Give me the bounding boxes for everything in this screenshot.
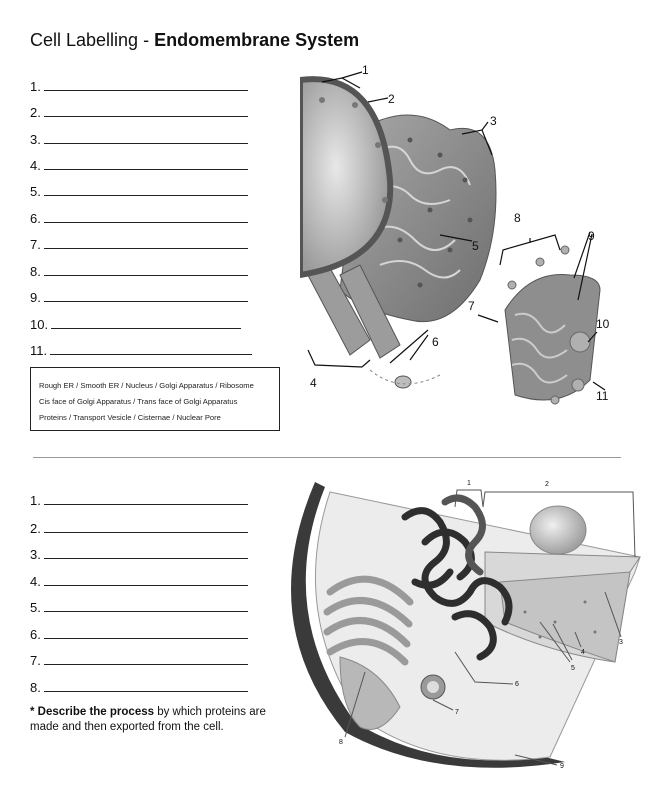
diagram2-label-3: 3 xyxy=(619,639,623,646)
diagram1-label-9: 9 xyxy=(588,229,595,243)
answer-line[interactable]: 2. xyxy=(30,520,248,536)
diagram1-label-2: 2 xyxy=(388,92,395,106)
title-bold: Endomembrane System xyxy=(154,30,360,50)
describe-prompt xyxy=(30,705,275,735)
diagram1-label-7: 7 xyxy=(468,299,475,313)
diagram2-label-5: 5 xyxy=(571,665,575,672)
answer-line[interactable]: 10. xyxy=(30,316,241,332)
diagram1-label-8: 8 xyxy=(514,211,521,225)
diagram2-label-1: 1 xyxy=(467,480,471,487)
word-bank-line: Rough ER / Smooth ER / Nucleus / Golgi Apparatus / Ribosome xyxy=(39,381,254,390)
answer-line[interactable]: 3. xyxy=(30,546,248,562)
answer-line[interactable]: 5. xyxy=(30,599,248,615)
diagram2-label-6: 6 xyxy=(515,681,519,688)
answer-line[interactable]: 1. xyxy=(30,78,248,94)
diagram2-label-4: 4 xyxy=(581,649,585,656)
answer-line[interactable]: 7. xyxy=(30,652,248,668)
answer-line[interactable]: 8. xyxy=(30,263,248,279)
diagram2-label-7: 7 xyxy=(455,709,459,716)
transport-vesicle-shape xyxy=(395,376,411,388)
section-divider xyxy=(33,457,621,458)
endomembrane-diagram-1 xyxy=(300,60,640,405)
word-bank xyxy=(30,367,280,431)
answer-line[interactable]: 3. xyxy=(30,131,248,147)
answer-line[interactable]: 11. xyxy=(30,342,252,358)
diagram2-label-9: 9 xyxy=(560,763,564,770)
page-title xyxy=(30,30,359,51)
describe-prompt-rest: by which proteins are made and then exported from the cell. xyxy=(30,706,266,733)
answer-line[interactable]: 9. xyxy=(30,289,248,305)
diagram1-label-11: 11 xyxy=(596,389,609,403)
diagram2-label-2: 2 xyxy=(545,481,549,488)
word-bank-line: Proteins / Transport Vesicle / Cisternae / Nuclear Pore xyxy=(39,413,221,422)
describe-prompt-bold: * Describe the process xyxy=(30,706,155,718)
answer-line[interactable]: 4. xyxy=(30,157,248,173)
diagram1-label-10: 10 xyxy=(596,317,610,331)
diagram1-label-3: 3 xyxy=(490,114,497,128)
answer-line[interactable]: 1. xyxy=(30,492,248,508)
diagram1-label-5: 5 xyxy=(472,239,479,253)
nucleolus-shape xyxy=(530,506,586,554)
answer-line[interactable]: 4. xyxy=(30,573,248,589)
word-bank-line: Cis face of Golgi Apparatus / Trans face of Golgi Apparatus xyxy=(39,397,238,406)
answer-line[interactable]: 5. xyxy=(30,183,248,199)
answer-line[interactable]: 6. xyxy=(30,210,248,226)
title-prefix: Cell Labelling - xyxy=(30,30,155,50)
diagram1-label-4: 4 xyxy=(310,376,317,390)
answer-line[interactable]: 2. xyxy=(30,104,248,120)
diagram1-label-1: 1 xyxy=(362,63,369,77)
answer-line[interactable]: 6. xyxy=(30,626,248,642)
diagram1-label-6: 6 xyxy=(432,335,439,349)
answer-line[interactable]: 8. xyxy=(30,679,248,695)
diagram2-label-8: 8 xyxy=(339,739,343,746)
answer-line[interactable]: 7. xyxy=(30,236,248,252)
endomembrane-diagram-2 xyxy=(285,472,645,777)
